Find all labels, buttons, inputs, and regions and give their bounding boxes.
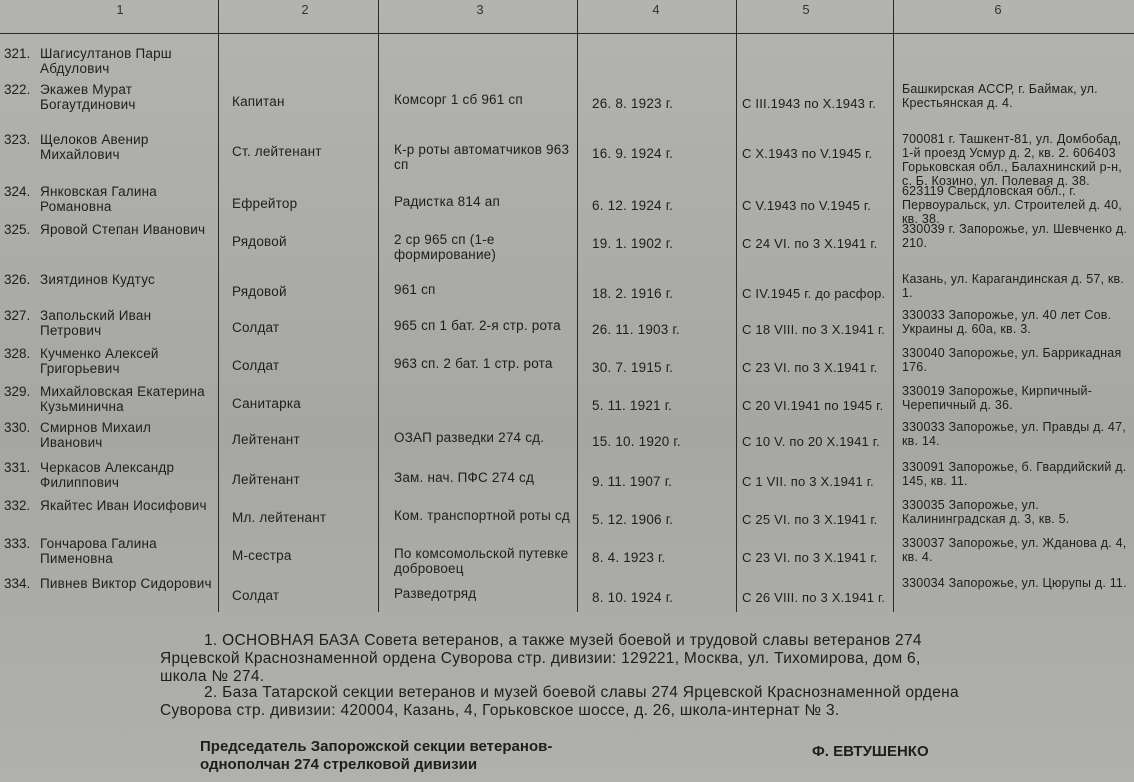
col-number-4: 4	[652, 2, 660, 17]
row-service-period: С III.1943 по X.1943 г.	[742, 96, 877, 111]
row-unit: 965 сп 1 бат. 2-я стр. рота	[394, 318, 561, 333]
row-name: Пивнев Виктор Сидорович	[40, 576, 212, 591]
col-number-3: 3	[476, 2, 484, 17]
row-number: 327.	[4, 308, 31, 323]
row-name: Якайтес Иван Иосифович	[40, 498, 207, 513]
row-rank: Рядовой	[232, 234, 287, 249]
row-service-period: С 26 VIII. по 3 X.1941 г.	[742, 590, 886, 605]
row-name: Зиятдинов Кудтус	[40, 272, 155, 287]
column-divider	[218, 0, 219, 612]
row-birthdate: 19. 1. 1902 г.	[592, 236, 674, 251]
row-unit: 961 сп	[394, 282, 436, 297]
row-address: 330039 г. Запорожье, ул. Шевченко д. 210.	[902, 222, 1127, 250]
column-divider	[378, 0, 379, 612]
row-rank: Рядовой	[232, 284, 287, 299]
col-number-6: 6	[994, 2, 1002, 17]
row-number: 330.	[4, 420, 31, 435]
row-rank: Капитан	[232, 94, 285, 109]
row-number: 324.	[4, 184, 31, 199]
signature-title: Председатель Запорожской секции ветеранов-однополчан 274 стрелковой дивизии	[200, 738, 553, 773]
row-rank: Санитарка	[232, 396, 301, 411]
row-name: Михайловская Екатерина Кузьминична	[40, 384, 205, 414]
row-address: Башкирская АССР, г. Баймак, ул. Крестьянская д. 4.	[902, 82, 1098, 110]
row-birthdate: 5. 12. 1906 г.	[592, 512, 674, 527]
row-number: 326.	[4, 272, 31, 287]
row-rank: Мл. лейтенант	[232, 510, 327, 525]
row-service-period: С 23 VI. по 3 X.1941 г.	[742, 360, 878, 375]
row-address: 330035 Запорожье, ул. Калининградская д. 3, кв. 5.	[902, 498, 1070, 526]
row-service-period: С 25 VI. по 3 X.1941 г.	[742, 512, 878, 527]
row-service-period: С V.1943 по V.1945 г.	[742, 198, 872, 213]
row-rank: М-сестра	[232, 548, 292, 563]
column-divider	[577, 0, 578, 612]
row-rank: Солдат	[232, 320, 280, 335]
row-address: 330034 Запорожье, ул. Цюрупы д. 11.	[902, 576, 1127, 590]
row-unit: Зам. нач. ПФС 274 сд	[394, 470, 535, 485]
row-service-period: С 18 VIII. по 3 X.1941 г.	[742, 322, 886, 337]
column-divider	[736, 0, 737, 612]
row-birthdate: 9. 11. 1907 г.	[592, 474, 673, 489]
row-birthdate: 8. 4. 1923 г.	[592, 550, 666, 565]
row-address: 330040 Запорожье, ул. Баррикадная 176.	[902, 346, 1122, 374]
row-service-period: С 23 VI. по 3 X.1941 г.	[742, 550, 878, 565]
row-name: Щелоков Авенир Михайлович	[40, 132, 149, 162]
row-service-period: С 1 VII. по 3 X.1941 г.	[742, 474, 874, 489]
row-birthdate: 8. 10. 1924 г.	[592, 590, 674, 605]
row-service-period: С 10 V. по 20 X.1941 г.	[742, 434, 880, 449]
row-service-period: С X.1943 по V.1945 г.	[742, 146, 873, 161]
row-birthdate: 6. 12. 1924 г.	[592, 198, 674, 213]
row-rank: Солдат	[232, 358, 280, 373]
row-name: Смирнов Михаил Иванович	[40, 420, 152, 450]
row-rank: Ефрейтор	[232, 196, 298, 211]
row-unit: Ком. транспортной роты сд	[394, 508, 571, 523]
row-name: Шагисултанов Парш Абдулович	[40, 46, 172, 76]
row-number: 332.	[4, 498, 31, 513]
row-unit: ОЗАП разведки 274 сд.	[394, 430, 545, 445]
row-rank: Солдат	[232, 588, 280, 603]
row-address: 330033 Запорожье, ул. 40 лет Сов. Украины д. 60а, кв. 3.	[902, 308, 1112, 336]
col-number-1: 1	[116, 2, 124, 17]
row-address: 330091 Запорожье, б. Гвардийский д. 145, кв. 11.	[902, 460, 1127, 488]
row-unit: По комсомольской путевке добровоец	[394, 546, 569, 576]
row-number: 328.	[4, 346, 31, 361]
row-service-period: С IV.1945 г. до расфор.	[742, 286, 886, 301]
row-address: 623119 Свердловская обл., г. Первоуральск, ул. Строителей д. 40, кв. 38.	[902, 184, 1122, 226]
row-name: Янковская Галина Романовна	[40, 184, 157, 214]
row-birthdate: 18. 2. 1916 г.	[592, 286, 674, 301]
row-name: Кучменко Алексей Григорьевич	[40, 346, 159, 376]
row-number: 322.	[4, 82, 31, 97]
row-rank: Лейтенант	[232, 472, 300, 487]
row-birthdate: 26. 8. 1923 г.	[592, 96, 674, 111]
col-number-2: 2	[301, 2, 309, 17]
row-birthdate: 15. 10. 1920 г.	[592, 434, 681, 449]
row-unit: К-р роты автоматчиков 963 сп	[394, 142, 570, 172]
row-unit: Радистка 814 ап	[394, 194, 500, 209]
row-name: Гончарова Галина Пименовна	[40, 536, 157, 566]
row-number: 331.	[4, 460, 31, 475]
row-unit: Комсорг 1 сб 961 сп	[394, 92, 523, 107]
row-address: Казань, ул. Карагандинская д. 57, кв. 1.	[902, 272, 1125, 300]
row-rank: Ст. лейтенант	[232, 144, 322, 159]
row-address: 330033 Запорожье, ул. Правды д. 47, кв. 14.	[902, 420, 1126, 448]
row-rank: Лейтенант	[232, 432, 300, 447]
row-birthdate: 26. 11. 1903 г.	[592, 322, 680, 337]
row-number: 329.	[4, 384, 31, 399]
col-number-5: 5	[802, 2, 810, 17]
row-name: Яровой Степан Иванович	[40, 222, 206, 237]
signature-name: Ф. ЕВТУШЕНКО	[812, 743, 929, 760]
row-name: Экажев Мурат Богаутдинович	[40, 82, 136, 112]
column-divider	[893, 0, 894, 612]
row-number: 333.	[4, 536, 31, 551]
row-number: 334.	[4, 576, 31, 591]
row-address: 330037 Запорожье, ул. Жданова д. 4, кв. 4.	[902, 536, 1127, 564]
row-number: 321.	[4, 46, 31, 61]
row-unit: 963 сп. 2 бат. 1 стр. рота	[394, 356, 553, 371]
row-birthdate: 30. 7. 1915 г.	[592, 360, 674, 375]
row-address: 330019 Запорожье, Кирпичный-Черепичный д. 36.	[902, 384, 1093, 412]
row-unit: Разведотряд	[394, 586, 477, 601]
row-number: 325.	[4, 222, 31, 237]
row-service-period: С 20 VI.1941 по 1945 г.	[742, 398, 884, 413]
row-birthdate: 5. 11. 1921 г.	[592, 398, 673, 413]
footer-note-1: 1. ОСНОВНАЯ БАЗА Совета ветеранов, а также музей боевой и трудовой славы ветеранов 274 Ярцевской Краснознаменной ордена Суворова стр. дивизии: 129221, Москва, ул. Тихомирова, дом 6, школа № 274.	[160, 632, 922, 685]
row-birthdate: 16. 9. 1924 г.	[592, 146, 674, 161]
row-unit: 2 ср 965 сп (1-е формирование)	[394, 232, 497, 262]
header-rule	[0, 33, 1134, 34]
footer-note-2: 2. База Татарской секции ветеранов и музей боевой славы 274 Ярцевской Краснознаменной ордена Суворова стр. дивизии: 420004, Казань, 4, Горьковское шоссе, д. 26, школа-интернат № 3.	[160, 684, 959, 719]
row-number: 323.	[4, 132, 31, 147]
row-name: Запольский Иван Петрович	[40, 308, 152, 338]
row-service-period: С 24 VI. по 3 X.1941 г.	[742, 236, 878, 251]
row-name: Черкасов Александр Филиппович	[40, 460, 175, 490]
row-address: 700081 г. Ташкент-81, ул. Домбобад, 1-й проезд Усмур д. 2, кв. 2. 606403 Горьковская обл., Балахнинский р-н, с. Б. Козино, ул. Полевая д. 38.	[902, 132, 1122, 188]
